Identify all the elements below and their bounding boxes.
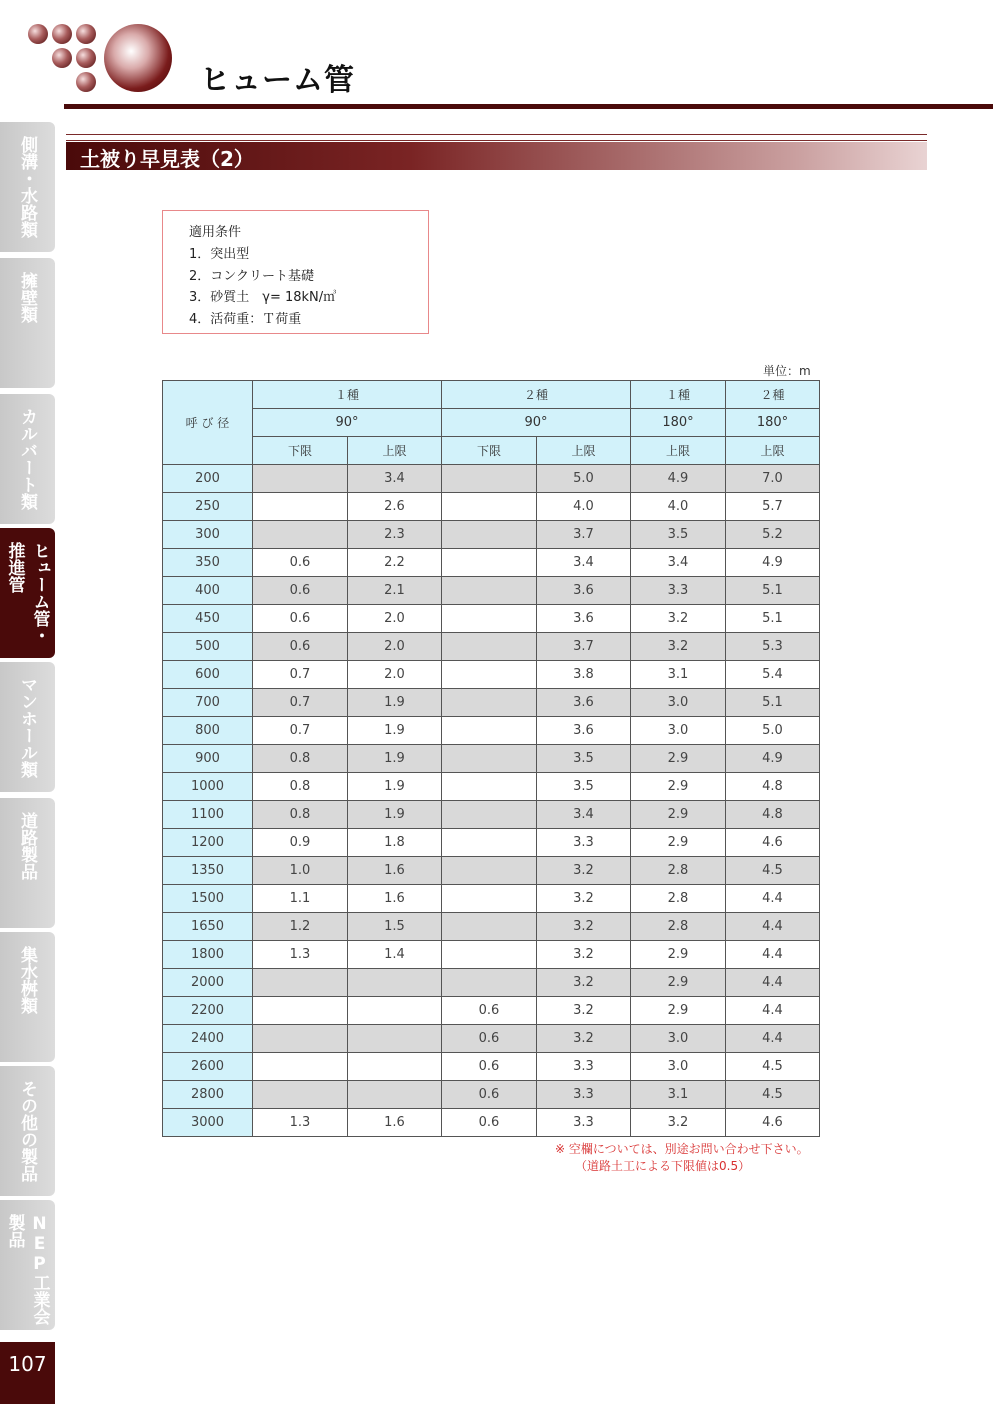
value-cell: 7.0 <box>726 465 820 493</box>
sidebar-tab[interactable] <box>0 798 55 928</box>
note-blank-cells: ※ 空欄については、別途お問い合わせ下さい。 <box>555 1142 809 1156</box>
value-cell: 5.2 <box>726 521 820 549</box>
value-cell: 3.0 <box>631 1025 726 1053</box>
header-angle: 90° <box>442 409 631 437</box>
value-cell <box>442 801 537 829</box>
value-cell: 3.3 <box>537 829 631 857</box>
diameter-cell: 1350 <box>163 857 253 885</box>
value-cell: 2.0 <box>348 633 442 661</box>
value-cell: 1.6 <box>348 885 442 913</box>
value-cell <box>253 493 348 521</box>
value-cell <box>442 829 537 857</box>
value-cell: 2.0 <box>348 661 442 689</box>
value-cell: 2.9 <box>631 801 726 829</box>
value-cell: 2.8 <box>631 885 726 913</box>
value-cell: 1.6 <box>348 1109 442 1137</box>
diameter-cell: 250 <box>163 493 253 521</box>
sidebar-tab-label: 側溝・水路類 <box>17 136 37 238</box>
value-cell <box>442 549 537 577</box>
value-cell: 0.7 <box>253 689 348 717</box>
value-cell: 3.2 <box>537 857 631 885</box>
table-row <box>163 605 820 633</box>
value-cell: 5.1 <box>726 577 820 605</box>
value-cell: 3.2 <box>537 1025 631 1053</box>
header-limit: 上限 <box>348 437 442 465</box>
diameter-cell: 1800 <box>163 941 253 969</box>
section-rule <box>66 134 927 141</box>
value-cell: 5.0 <box>537 465 631 493</box>
unit-label: 単位：m <box>763 364 811 378</box>
value-cell: 5.1 <box>726 605 820 633</box>
value-cell: 3.2 <box>631 1109 726 1137</box>
diameter-cell: 500 <box>163 633 253 661</box>
value-cell: 3.2 <box>537 997 631 1025</box>
header-class: ２種 <box>726 381 820 409</box>
diameter-cell: 1500 <box>163 885 253 913</box>
condition-item: 1．突出型 <box>189 247 250 262</box>
value-cell <box>442 773 537 801</box>
header-angle: 90° <box>253 409 442 437</box>
value-cell: 1.3 <box>253 1109 348 1137</box>
value-cell: 4.4 <box>726 997 820 1025</box>
diameter-cell: 400 <box>163 577 253 605</box>
diameter-cell: 2600 <box>163 1053 253 1081</box>
table-row <box>163 633 820 661</box>
table-row <box>163 493 820 521</box>
value-cell: 2.8 <box>631 913 726 941</box>
diameter-cell: 200 <box>163 465 253 493</box>
value-cell: 4.0 <box>537 493 631 521</box>
value-cell <box>253 1081 348 1109</box>
sidebar-tab[interactable] <box>0 1066 55 1196</box>
condition-item: 3．砂質土 γ= 18kN/㎥ <box>189 290 337 305</box>
value-cell <box>442 465 537 493</box>
value-cell <box>348 1025 442 1053</box>
header-limit: 上限 <box>726 437 820 465</box>
value-cell: 4.9 <box>726 549 820 577</box>
value-cell: 4.4 <box>726 969 820 997</box>
value-cell: 0.6 <box>253 605 348 633</box>
value-cell: 4.6 <box>726 1109 820 1137</box>
table-row <box>163 717 820 745</box>
value-cell: 3.2 <box>537 885 631 913</box>
value-cell: 0.6 <box>253 577 348 605</box>
header-class: １種 <box>253 381 442 409</box>
value-cell <box>253 521 348 549</box>
value-cell <box>253 465 348 493</box>
table-row <box>163 773 820 801</box>
table-row <box>163 1109 820 1137</box>
value-cell: 2.8 <box>631 857 726 885</box>
value-cell: 4.8 <box>726 773 820 801</box>
condition-item: 4．活荷重：Ｔ荷重 <box>189 312 302 327</box>
value-cell: 0.6 <box>442 1109 537 1137</box>
table-row <box>163 913 820 941</box>
value-cell: 3.1 <box>631 661 726 689</box>
value-cell <box>348 1053 442 1081</box>
value-cell: 0.6 <box>442 1025 537 1053</box>
diameter-cell: 700 <box>163 689 253 717</box>
value-cell <box>348 1081 442 1109</box>
value-cell: 3.4 <box>537 549 631 577</box>
table-row <box>163 801 820 829</box>
value-cell: 4.5 <box>726 1053 820 1081</box>
value-cell: 5.7 <box>726 493 820 521</box>
value-cell: 3.2 <box>537 941 631 969</box>
value-cell: 4.9 <box>726 745 820 773</box>
header-class: １種 <box>631 381 726 409</box>
sidebar-tab[interactable] <box>0 258 55 388</box>
table-row <box>163 465 820 493</box>
diameter-cell: 1000 <box>163 773 253 801</box>
value-cell <box>442 717 537 745</box>
value-cell: 3.0 <box>631 717 726 745</box>
value-cell: 3.0 <box>631 1053 726 1081</box>
value-cell <box>442 969 537 997</box>
header-angle: 180° <box>726 409 820 437</box>
table-row <box>163 1025 820 1053</box>
value-cell <box>253 1053 348 1081</box>
value-cell: 1.2 <box>253 913 348 941</box>
value-cell: 3.5 <box>537 745 631 773</box>
table-row <box>163 829 820 857</box>
value-cell: 1.8 <box>348 829 442 857</box>
value-cell: 4.4 <box>726 885 820 913</box>
value-cell: 4.9 <box>631 465 726 493</box>
sidebar-tab-label: マンホール類 <box>17 676 37 778</box>
value-cell <box>253 1025 348 1053</box>
value-cell: 4.8 <box>726 801 820 829</box>
value-cell <box>253 969 348 997</box>
diameter-cell: 2000 <box>163 969 253 997</box>
table-row <box>163 1053 820 1081</box>
value-cell <box>253 997 348 1025</box>
value-cell: 1.9 <box>348 745 442 773</box>
header-nominal-diameter: 呼 び 径 <box>163 381 253 465</box>
value-cell: 0.6 <box>253 549 348 577</box>
table-row <box>163 885 820 913</box>
sidebar-tab-label: カルバート類 <box>17 408 37 510</box>
table-row <box>163 549 820 577</box>
table-row <box>163 689 820 717</box>
diameter-cell: 300 <box>163 521 253 549</box>
table-row <box>163 521 820 549</box>
value-cell <box>442 661 537 689</box>
value-cell <box>442 605 537 633</box>
value-cell: 3.4 <box>537 801 631 829</box>
value-cell: 3.6 <box>537 717 631 745</box>
value-cell: 3.4 <box>631 549 726 577</box>
value-cell: 2.6 <box>348 493 442 521</box>
value-cell: 1.3 <box>253 941 348 969</box>
value-cell: 4.4 <box>726 941 820 969</box>
diameter-cell: 450 <box>163 605 253 633</box>
sidebar-tab[interactable] <box>0 1200 55 1330</box>
value-cell: 3.6 <box>537 605 631 633</box>
value-cell <box>348 997 442 1025</box>
page-title: ヒューム管 <box>200 63 355 98</box>
value-cell: 3.2 <box>631 633 726 661</box>
header-angle: 180° <box>631 409 726 437</box>
value-cell: 1.9 <box>348 773 442 801</box>
condition-item: 2．コンクリート基礎 <box>189 269 315 284</box>
conditions-heading: 適用条件 <box>189 225 242 240</box>
table-row <box>163 969 820 997</box>
sidebar-tab-label: NEP工業会製品 <box>4 1214 50 1325</box>
value-cell: 5.1 <box>726 689 820 717</box>
diameter-cell: 900 <box>163 745 253 773</box>
value-cell <box>442 521 537 549</box>
table-row <box>163 941 820 969</box>
value-cell <box>348 969 442 997</box>
value-cell: 0.8 <box>253 773 348 801</box>
value-cell: 0.7 <box>253 717 348 745</box>
value-cell: 2.0 <box>348 605 442 633</box>
value-cell: 3.6 <box>537 577 631 605</box>
diameter-cell: 3000 <box>163 1109 253 1137</box>
value-cell: 1.9 <box>348 717 442 745</box>
value-cell: 1.1 <box>253 885 348 913</box>
value-cell: 3.2 <box>537 913 631 941</box>
value-cell: 3.5 <box>631 521 726 549</box>
value-cell <box>442 913 537 941</box>
table-row <box>163 745 820 773</box>
sidebar-tab[interactable] <box>0 528 55 658</box>
value-cell: 4.6 <box>726 829 820 857</box>
value-cell: 0.6 <box>442 1081 537 1109</box>
table-row <box>163 857 820 885</box>
value-cell: 1.5 <box>348 913 442 941</box>
diameter-cell: 800 <box>163 717 253 745</box>
page-number: 107 <box>0 1342 55 1404</box>
value-cell: 3.1 <box>631 1081 726 1109</box>
value-cell: 3.3 <box>631 577 726 605</box>
value-cell: 4.0 <box>631 493 726 521</box>
value-cell: 0.6 <box>442 997 537 1025</box>
cover-depth-table <box>162 380 820 1137</box>
sidebar-tab[interactable] <box>0 394 55 524</box>
value-cell <box>442 885 537 913</box>
sidebar-tab-label: ヒューム管・推進管 <box>4 542 50 644</box>
company-logo <box>26 18 176 98</box>
value-cell <box>442 689 537 717</box>
value-cell: 4.4 <box>726 913 820 941</box>
table-row <box>163 997 820 1025</box>
sidebar-tab[interactable] <box>0 932 55 1062</box>
table-row <box>163 661 820 689</box>
value-cell: 3.3 <box>537 1109 631 1137</box>
diameter-cell: 1650 <box>163 913 253 941</box>
table-row <box>163 577 820 605</box>
value-cell: 3.7 <box>537 521 631 549</box>
value-cell: 5.4 <box>726 661 820 689</box>
value-cell: 1.6 <box>348 857 442 885</box>
value-cell: 3.6 <box>537 689 631 717</box>
value-cell <box>442 941 537 969</box>
value-cell: 3.5 <box>537 773 631 801</box>
value-cell: 1.9 <box>348 689 442 717</box>
value-cell: 3.0 <box>631 689 726 717</box>
value-cell: 3.8 <box>537 661 631 689</box>
sidebar-tab[interactable] <box>0 122 55 252</box>
value-cell: 4.5 <box>726 857 820 885</box>
value-cell: 5.3 <box>726 633 820 661</box>
header-limit: 上限 <box>537 437 631 465</box>
diameter-cell: 600 <box>163 661 253 689</box>
value-cell: 5.0 <box>726 717 820 745</box>
sidebar-tab-label: 擁壁類 <box>17 272 37 323</box>
value-cell: 2.2 <box>348 549 442 577</box>
diameter-cell: 2800 <box>163 1081 253 1109</box>
diameter-cell: 2200 <box>163 997 253 1025</box>
value-cell: 3.2 <box>631 605 726 633</box>
diameter-cell: 350 <box>163 549 253 577</box>
value-cell: 3.2 <box>537 969 631 997</box>
sidebar-tab-label: 道路製品 <box>17 812 37 880</box>
value-cell <box>442 577 537 605</box>
value-cell: 1.0 <box>253 857 348 885</box>
header-class: ２種 <box>442 381 631 409</box>
conditions-box <box>162 210 429 334</box>
value-cell: 1.4 <box>348 941 442 969</box>
diameter-cell: 1100 <box>163 801 253 829</box>
note-lower-limit: （道路土工による下限値は0.5） <box>575 1159 751 1173</box>
value-cell: 0.8 <box>253 745 348 773</box>
value-cell <box>442 857 537 885</box>
value-cell: 2.9 <box>631 773 726 801</box>
value-cell <box>442 633 537 661</box>
value-cell: 0.7 <box>253 661 348 689</box>
value-cell: 2.9 <box>631 829 726 857</box>
section-title: 土被り早見表（2） <box>80 147 254 171</box>
table-row <box>163 1081 820 1109</box>
sidebar-tab-label: 集水桝類 <box>17 946 37 1014</box>
value-cell: 1.9 <box>348 801 442 829</box>
value-cell: 2.9 <box>631 745 726 773</box>
value-cell: 3.3 <box>537 1081 631 1109</box>
value-cell: 2.9 <box>631 941 726 969</box>
value-cell: 2.9 <box>631 997 726 1025</box>
value-cell: 3.7 <box>537 633 631 661</box>
value-cell: 0.8 <box>253 801 348 829</box>
value-cell: 3.4 <box>348 465 442 493</box>
value-cell: 2.9 <box>631 969 726 997</box>
value-cell: 0.6 <box>253 633 348 661</box>
value-cell <box>442 745 537 773</box>
title-rule <box>64 104 993 109</box>
value-cell: 2.3 <box>348 521 442 549</box>
sidebar-tab-label: その他の製品 <box>17 1080 37 1182</box>
value-cell: 2.1 <box>348 577 442 605</box>
diameter-cell: 1200 <box>163 829 253 857</box>
value-cell: 4.5 <box>726 1081 820 1109</box>
header-limit: 上限 <box>631 437 726 465</box>
diameter-cell: 2400 <box>163 1025 253 1053</box>
value-cell: 0.9 <box>253 829 348 857</box>
header-limit: 下限 <box>442 437 537 465</box>
value-cell <box>442 493 537 521</box>
value-cell: 0.6 <box>442 1053 537 1081</box>
value-cell: 3.3 <box>537 1053 631 1081</box>
sidebar-tab[interactable] <box>0 662 55 792</box>
header-limit: 下限 <box>253 437 348 465</box>
value-cell: 4.4 <box>726 1025 820 1053</box>
